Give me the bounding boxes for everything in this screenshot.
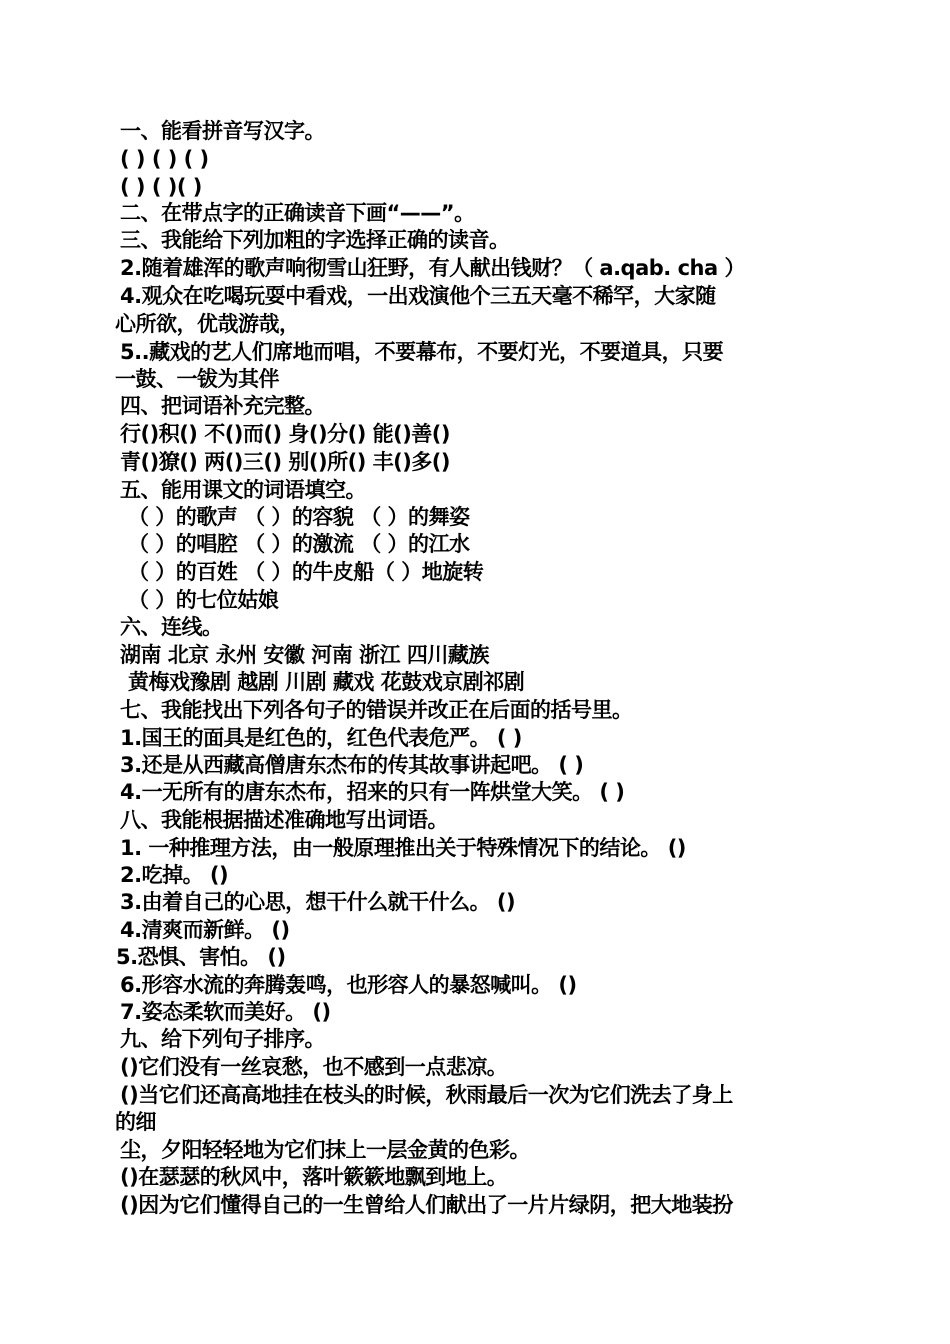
definition-item: 2.吃掉。 ()	[120, 863, 229, 887]
section-heading-2: 二、在带点字的正确读音下画“——”。	[120, 201, 475, 225]
definition-item: 6.形容水流的奔腾轰鸣，也形容人的暴怒喊叫。 ()	[120, 973, 577, 997]
fill-blank-row-2: （ ）的唱腔 （ ）的激流 （ ）的江水	[128, 532, 470, 556]
section-heading-6: 六、连线。	[120, 615, 223, 639]
fill-blank-row-4: （ ）的七位姑娘	[128, 588, 279, 612]
matching-row-operas: 黄梅戏豫剧 越剧 川剧 藏戏 花鼓戏京剧祁剧	[128, 670, 525, 694]
section-heading-3: 三、我能给下列加粗的字选择正确的读音。	[120, 228, 510, 252]
correction-item: 1.国王的面具是红色的，红色代表危严。 ( )	[120, 726, 522, 750]
matching-row-places: 湖南 北京 永州 安徽 河南 浙江 四川藏族	[120, 643, 489, 667]
definition-item: 1. 一种推理方法，由一般原理推出关于特殊情况下的结论。 ()	[120, 836, 686, 860]
definition-item: 4.清爽而新鲜。 ()	[120, 918, 290, 942]
correction-item: 3.还是从西藏高僧唐东杰布的传其故事讲起吧。 ( )	[120, 753, 584, 777]
section-heading-4: 四、把词语补充完整。	[120, 394, 325, 418]
correction-item: 4.一无所有的唐东杰布，招来的只有一阵烘堂大笑。 ( )	[120, 780, 625, 804]
section-heading-1: 一、能看拼音写汉字。	[120, 119, 325, 143]
ordering-sentence: ()它们没有一丝哀愁，也不感到一点悲凉。	[120, 1055, 508, 1079]
question-line-continued: 心所欲，优哉游哉，	[115, 312, 300, 336]
question-line: 2.随着雄浑的歌声响彻雪山狂野，有人献出钱财？（ a.qab. cha ）	[120, 256, 745, 280]
ordering-sentence-continued: 的细	[115, 1110, 156, 1134]
question-line: 4.观众在吃喝玩耍中看戏，一出戏演他个三五天毫不稀罕，大家随	[120, 284, 716, 308]
definition-item: 7.姿态柔软而美好。 ()	[120, 1000, 331, 1024]
fill-blank-row-1: （ ）的歌声 （ ）的容貌 （ ）的舞姿	[128, 505, 470, 529]
fill-blank-row-3: （ ）的百姓 （ ）的牛皮船（ ）地旋转	[128, 560, 484, 584]
word-completion-row-1: 行()积() 不()而() 身()分() 能()善()	[120, 422, 450, 446]
definition-item: 3.由着自己的心思，想干什么就干什么。 ()	[120, 890, 516, 914]
word-completion-row-2: 青()獠() 两()三() 别()所() 丰()多()	[120, 450, 450, 474]
definition-item: 5.恐惧、害怕。 ()	[116, 945, 286, 969]
section-heading-8: 八、我能根据描述准确地写出词语。	[120, 808, 448, 832]
ordering-sentence-continued: 尘，夕阳轻轻地为它们抹上一层金黄的色彩。	[120, 1138, 530, 1162]
ordering-sentence: ()当它们还高高地挂在枝头的时候，秋雨最后一次为它们洗去了身上	[120, 1083, 733, 1107]
question-line: 5..藏戏的艺人们席地而唱，不要幕布，不要灯光，不要道具，只要	[120, 340, 724, 364]
section-heading-5: 五、能用课文的词语填空。	[120, 478, 366, 502]
pinyin-blanks-row-1: ( ) ( ) ( )	[120, 147, 209, 171]
section-heading-7: 七、我能找出下列各句子的错误并改正在后面的括号里。	[120, 698, 633, 722]
pinyin-blanks-row-2: ( ) ( )( )	[120, 175, 202, 199]
ordering-sentence: ()因为它们懂得自己的一生曾给人们献出了一片片绿阴，把大地装扮	[120, 1193, 733, 1217]
section-heading-9: 九、给下列句子排序。	[120, 1027, 325, 1051]
ordering-sentence: ()在瑟瑟的秋风中，落叶簌簌地飘到地上。	[120, 1165, 508, 1189]
question-line-continued: 一鼓、一钹为其伴	[115, 367, 279, 391]
